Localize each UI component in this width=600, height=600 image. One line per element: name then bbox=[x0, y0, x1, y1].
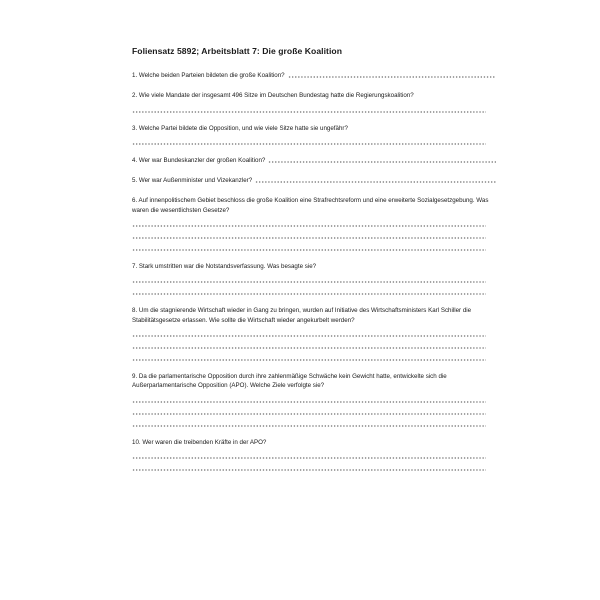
question-text: 10. Wer waren die treibenden Kräfte in der APO? bbox=[132, 438, 267, 446]
question-text: 1. Welche beiden Parteien bildeten die große Koalition? bbox=[132, 72, 285, 79]
question-2 bbox=[132, 91, 496, 112]
worksheet-title: Foliensatz 5892; Arbeitsblatt 7: Die große Koalition bbox=[132, 46, 342, 56]
answer-line[interactable] bbox=[288, 76, 496, 78]
answer-line[interactable] bbox=[132, 347, 486, 349]
question-6 bbox=[132, 196, 496, 251]
question-10 bbox=[132, 438, 496, 471]
answer-line[interactable] bbox=[132, 281, 486, 283]
question-text: 9. Da die parlamentarische Opposition durch ihre zahlenmäßige Schwäche kein Gewicht hatte, entwickelte sich die Außerparlamentarische Opposition (APO). Welche Ziele verfolgte sie? bbox=[132, 372, 447, 390]
question-4 bbox=[132, 156, 496, 165]
question-text: 8. Um die stagnierende Wirtschaft wieder in Gang zu bringen, wurden auf Initiative des Wirtschaftsministers Karl Schiller die Stabilitätsgesetze erlassen. Wie sollte die Wirtschaft wieder angekurbelt werden? bbox=[132, 307, 472, 324]
question-8 bbox=[132, 306, 496, 361]
answer-line[interactable] bbox=[255, 181, 496, 183]
question-text: 4. Wer war Bundeskanzler der großen Koalition? bbox=[132, 156, 266, 164]
answer-line[interactable] bbox=[132, 225, 486, 227]
question-text: 2. Wie viele Mandate der insgesamt 496 Sitze im Deutschen Bundestag hatte die Regierungskoalition? bbox=[132, 92, 414, 100]
worksheet bbox=[132, 46, 496, 471]
answer-line[interactable] bbox=[132, 457, 486, 459]
answer-line[interactable] bbox=[132, 413, 486, 415]
answer-line[interactable] bbox=[132, 401, 486, 403]
answer-line[interactable] bbox=[268, 161, 496, 163]
question-1 bbox=[132, 71, 496, 80]
answer-line[interactable] bbox=[132, 237, 486, 239]
question-3 bbox=[132, 124, 496, 145]
question-9 bbox=[132, 372, 496, 427]
question-text: 5. Wer war Außenminister und Vizekanzler? bbox=[132, 177, 253, 185]
question-7 bbox=[132, 262, 496, 295]
answer-line[interactable] bbox=[132, 293, 486, 295]
question-text: 6. Auf innenpolitischem Gebiet beschloss die große Koalition eine Strafrechtsreform und eine erweiterte Sozialgesetzgebung. Was waren die wesentlichsten Gesetze? bbox=[132, 197, 489, 214]
answer-line[interactable] bbox=[132, 143, 486, 145]
question-text: 3. Welche Partei bildete die Opposition, und wie viele Sitze hatte sie ungefähr? bbox=[132, 124, 348, 132]
answer-line[interactable] bbox=[132, 359, 486, 361]
answer-line[interactable] bbox=[132, 425, 486, 427]
question-5 bbox=[132, 176, 496, 185]
answer-line[interactable] bbox=[132, 469, 486, 471]
answer-line[interactable] bbox=[132, 335, 486, 337]
answer-line[interactable] bbox=[132, 249, 486, 251]
question-text: 7. Stark umstritten war die Notstandsverfassung. Was besagte sie? bbox=[132, 263, 317, 271]
answer-line[interactable] bbox=[132, 111, 486, 113]
